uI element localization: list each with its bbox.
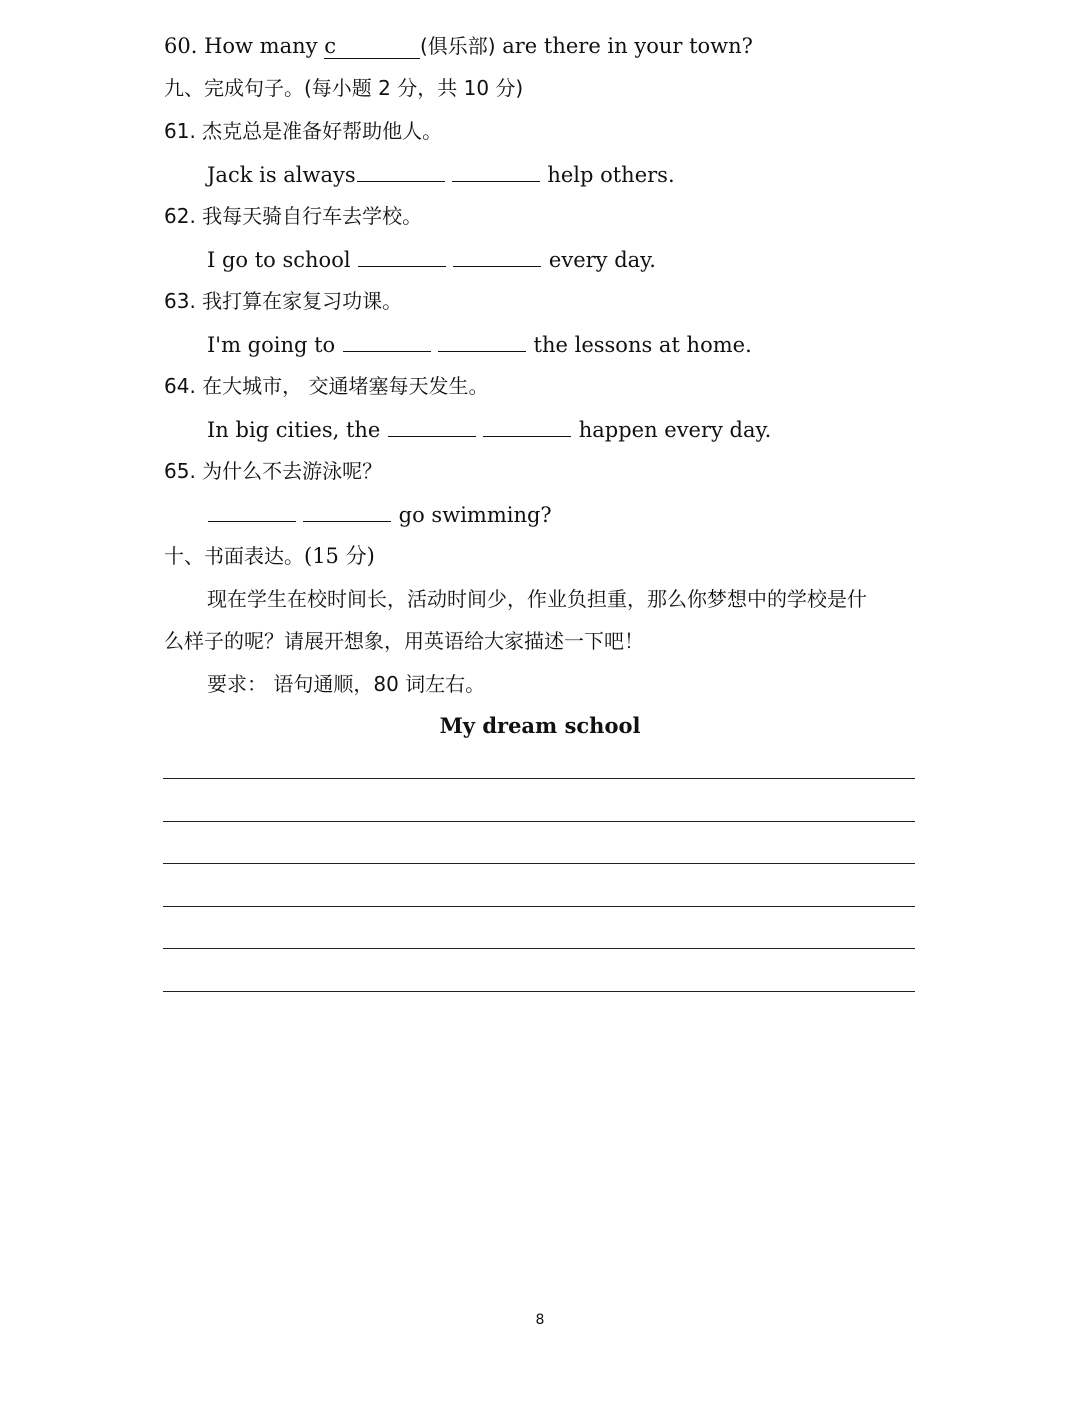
q60-hint-letter: c: [324, 34, 336, 58]
q61-chinese: 61. 杰克总是准备好帮助他人。: [164, 119, 443, 143]
q65-english: [207, 499, 552, 529]
q63-text-after: the lessons at home.: [526, 333, 752, 357]
q65-blank-2[interactable]: [303, 499, 391, 522]
q60-suffix: are there in your town?: [495, 34, 753, 58]
q60-prefix: 60. How many: [164, 34, 325, 58]
q64-blank-1[interactable]: [388, 414, 476, 437]
q65-blank-1[interactable]: [208, 499, 296, 522]
q62-text-before: I go to school: [207, 248, 358, 272]
q61-text-before: Jack is always: [207, 163, 356, 187]
q64-blank-2[interactable]: [483, 414, 571, 437]
q64-english: [207, 414, 771, 444]
q63-blank-2[interactable]: [438, 329, 526, 352]
section-10-title: 十、书面表达。: [164, 544, 304, 568]
q61-text-after: help others.: [540, 163, 675, 187]
section-10-prompt-line-2: 么样子的呢？请展开想象，用英语给大家描述一下吧！: [164, 629, 644, 653]
q61-english: [207, 159, 675, 189]
writing-line-5[interactable]: [163, 948, 915, 949]
requirements-label: 要求：: [207, 672, 267, 696]
section-9-title: 九、完成句子。: [164, 76, 304, 100]
q62-text-after: every day.: [542, 248, 656, 272]
section-10-points: (15 分): [304, 544, 375, 568]
q62-chinese: 62. 我每天骑自行车去学校。: [164, 204, 423, 228]
requirements-text: 语句通顺，80 词左右。: [267, 672, 486, 696]
q61-blank-1[interactable]: [357, 159, 445, 182]
writing-line-3[interactable]: [163, 863, 915, 864]
q62-blank-1[interactable]: [358, 244, 446, 267]
writing-line-6[interactable]: [163, 991, 915, 992]
writing-line-2[interactable]: [163, 821, 915, 822]
q60-cn-hint: (俱乐部): [419, 34, 496, 58]
writing-line-4[interactable]: [163, 906, 915, 907]
q62-blank-2[interactable]: [453, 244, 541, 267]
q62-english: [207, 244, 656, 274]
page-number: 8: [535, 1312, 545, 1328]
essay-title: My dream school: [439, 713, 641, 738]
question-60: [164, 31, 753, 61]
q65-text-after: go swimming?: [392, 503, 552, 527]
q64-chinese: 64. 在大城市， 交通堵塞每天发生。: [164, 374, 489, 398]
section-9-points: (每小题 2 分，共 10 分): [304, 76, 524, 100]
writing-line-1[interactable]: [163, 778, 915, 779]
q64-text-after: happen every day.: [572, 418, 772, 442]
q64-text-before: In big cities, the: [207, 418, 388, 442]
section-10-heading: [164, 541, 375, 571]
q60-answer-blank[interactable]: [324, 34, 420, 59]
q63-chinese: 63. 我打算在家复习功课。: [164, 289, 403, 313]
q63-blank-1[interactable]: [343, 329, 431, 352]
section-10-prompt-line-1: 现在学生在校时间长，活动时间少，作业负担重，那么你梦想中的学校是什: [207, 587, 867, 611]
section-9-heading: [164, 73, 523, 103]
q63-text-before: I'm going to: [207, 333, 342, 357]
q65-chinese: 65. 为什么不去游泳呢？: [164, 459, 383, 483]
q63-english: [207, 329, 752, 359]
section-10-requirements: [207, 669, 485, 699]
q61-blank-2[interactable]: [452, 159, 540, 182]
